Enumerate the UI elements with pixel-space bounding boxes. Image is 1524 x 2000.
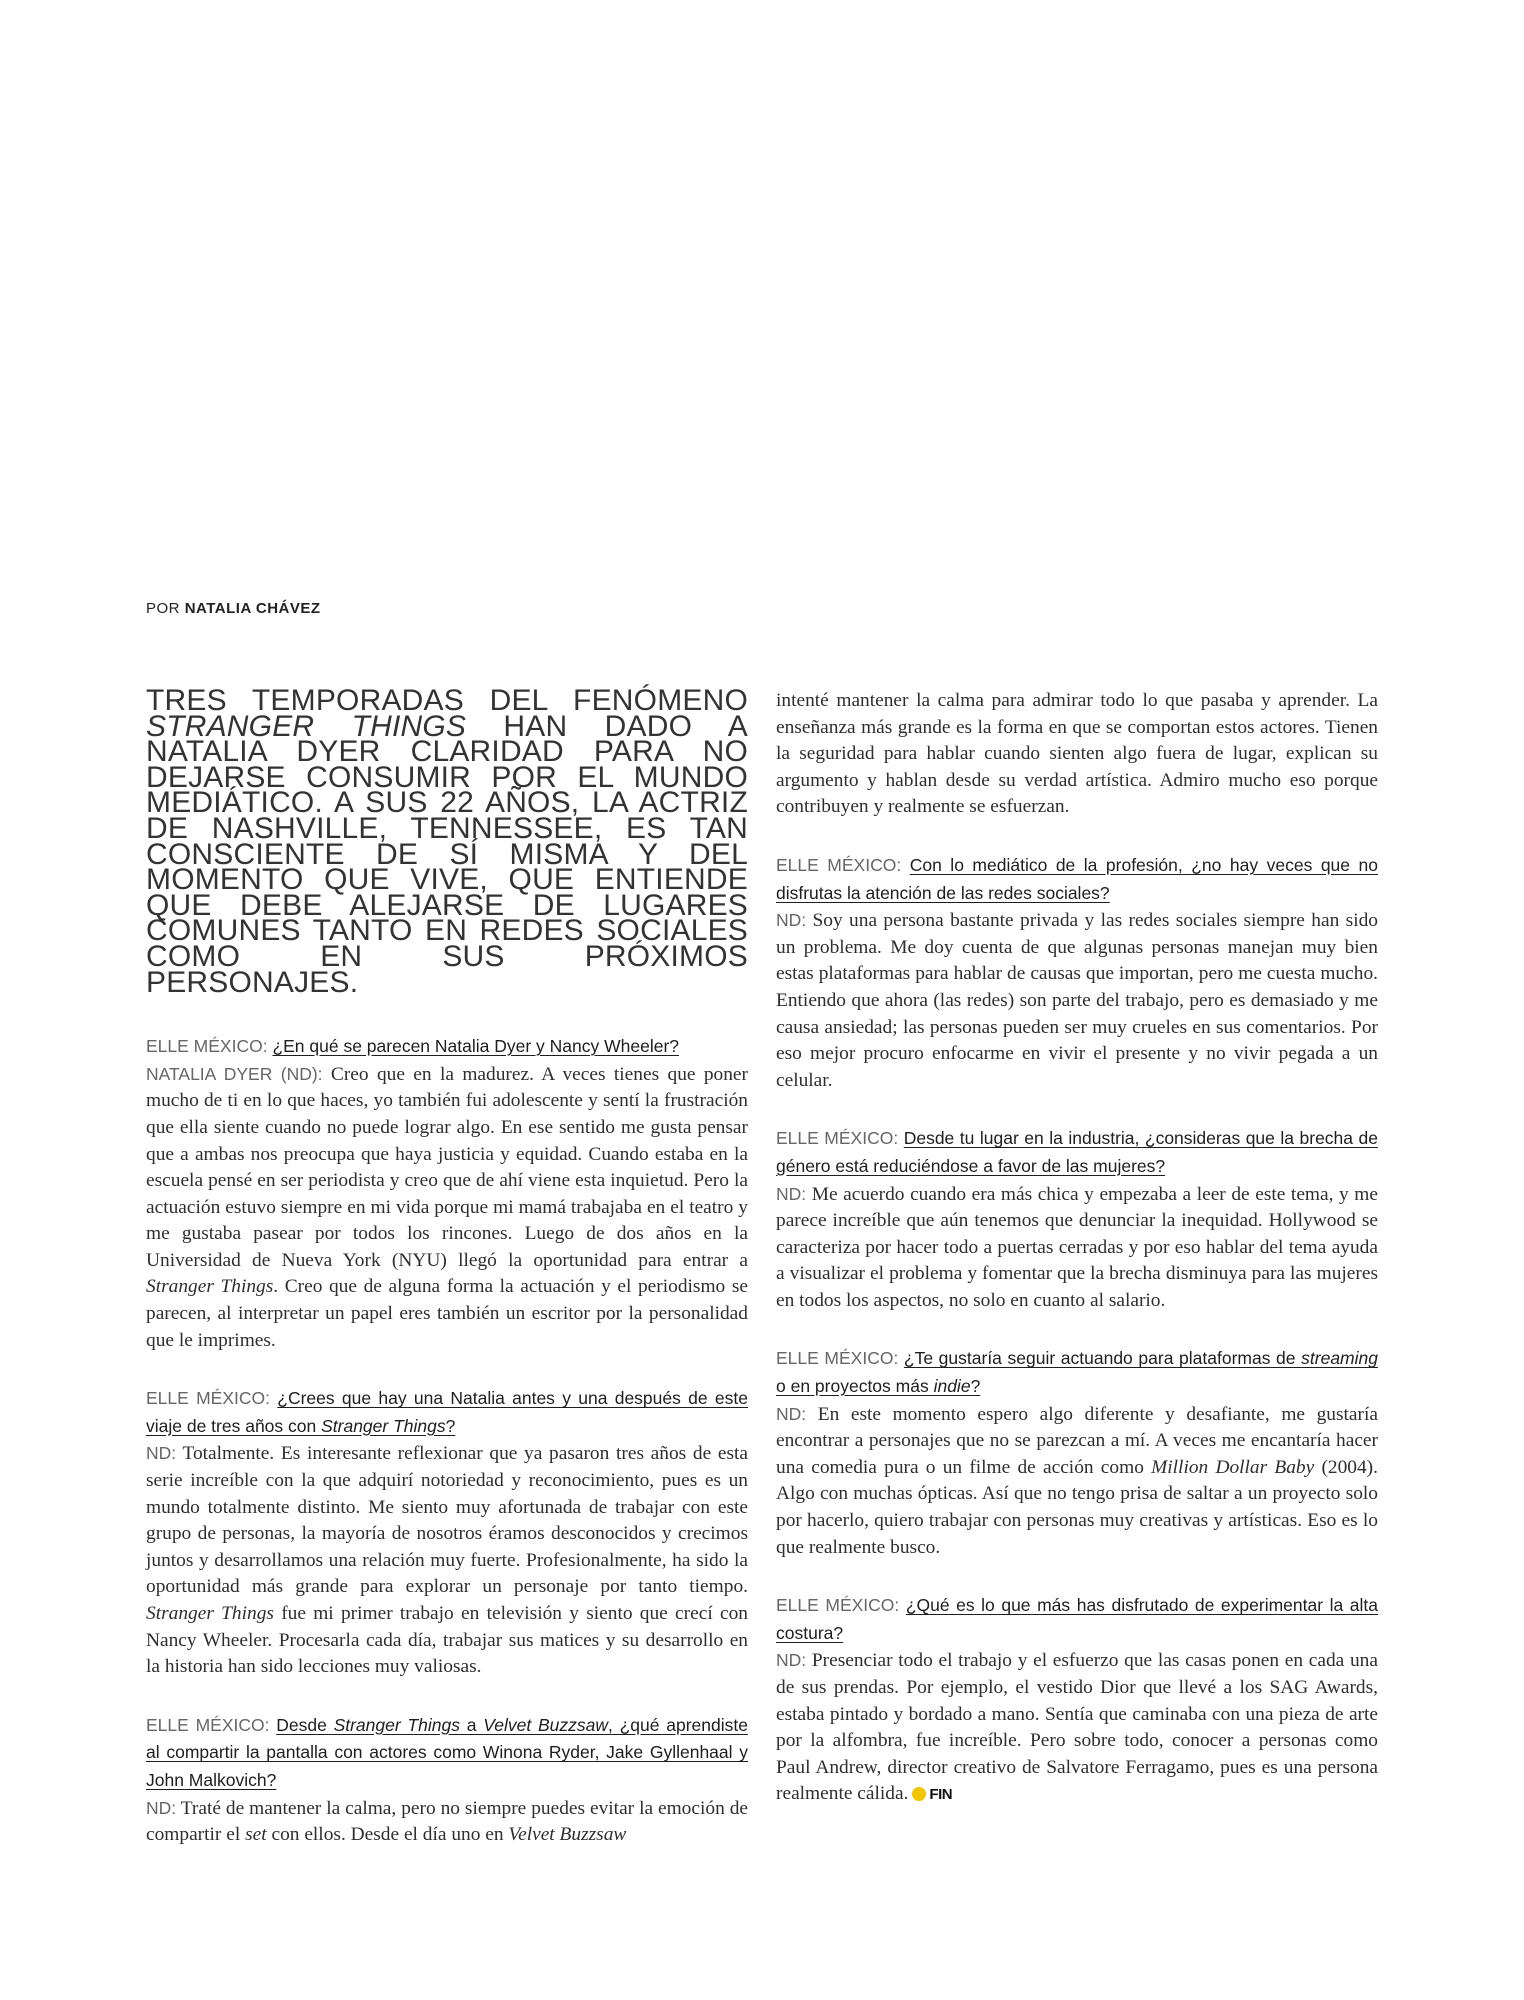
answer-part: En este momento espero algo diferente y desafiante, me gustaría encontrar a personajes que no se parezcan a mí. A veces me encantaría hacer una comedia pura o un filme de acción como	[776, 1403, 1378, 1478]
question-line	[146, 1712, 748, 1795]
interviewee-label: ND:	[776, 910, 807, 931]
question-part: a	[459, 1714, 484, 1735]
end-mark	[912, 1782, 952, 1809]
question-title: Velvet Buzzsaw	[483, 1714, 608, 1735]
interviewer-label: ELLE MÉXICO:	[146, 1388, 270, 1409]
question-line	[146, 1385, 748, 1440]
lead-show-title: STRANGER THINGS	[146, 709, 467, 743]
interviewer-label: ELLE MÉXICO:	[776, 854, 902, 875]
question-part: ?	[970, 1376, 981, 1397]
answer-part: Soy una persona bastante privada y las redes sociales siempre han sido un problema. Me doy cuenta de que algunas personas manejan muy bien estas plataformas para hablar de causas que importan, pero me cuesta mucho. Entiendo que ahora (las redes) son parte del trabajo, pero es demasiado y me causa ansiedad; las personas pueden ser muy crueles en sus comentarios. Por eso mejor procuro enfocarme en vivir el presente y no vivir pegada a un celular.	[776, 910, 1378, 1091]
interviewee-label: ND:	[146, 1797, 177, 1818]
question-line	[776, 1125, 1378, 1180]
qa-block-1	[146, 1033, 748, 1354]
question-text: ¿En qué se parecen Natalia Dyer y Nancy Wheeler?	[272, 1036, 680, 1057]
answer-text	[146, 1061, 748, 1355]
question-title: Stranger Things	[333, 1714, 460, 1735]
lead-text: TRES TEMPORADAS DEL FENÓMENO	[146, 684, 748, 717]
question-part: ¿Te gustaría seguir actuando para plataformas de	[903, 1348, 1302, 1369]
byline-label: POR	[146, 600, 181, 617]
qa-block-3	[146, 1712, 748, 1849]
sun-icon	[912, 1787, 926, 1801]
answer-text	[776, 907, 1378, 1094]
lead-text-cont: HAN DADO A NATALIA DYER CLARIDAD PARA NO DEJARSE CONSUMIR POR EL MUNDO MEDIÁTICO. A SUS 22 AÑOS, LA ACTRIZ DE NASHVILLE, TENNESSEE, ES TAN CONSCIENTE DE SÍ MISMA Y DEL MOMENTO QUE VIVE, QUE ENTIENDE QUE DEBE ALEJARSE DE LUGARES COMUNES TANTO EN REDES SOCIALES COMO EN SUS PRÓXIMOS PERSONAJES.	[146, 709, 748, 999]
answer-part: . Creo que de alguna forma la actuación y el periodismo se parecen, al interpretar un papel eres también un escritor por la personalidad que le imprimes.	[146, 1276, 748, 1351]
question-title: Stranger Things	[321, 1415, 446, 1436]
qa-block-5	[776, 1125, 1378, 1314]
answer-part: (2004). Algo con muchas ópticas. Así que no tengo prisa de saltar a un proyecto solo por hacerlo, quiero trabajar con personas muy creativas y artísticas. Eso es lo que realmente busco.	[776, 1456, 1378, 1558]
interviewee-label: ND:	[776, 1183, 807, 1204]
left-column	[146, 684, 748, 1880]
interviewer-label: ELLE MÉXICO:	[776, 1128, 899, 1149]
question-line	[776, 852, 1378, 907]
qa-block-7	[776, 1592, 1378, 1808]
question-text: Desde tu lugar en la industria, ¿consideras que la brecha de género está reduciéndose a favor de las mujeres?	[776, 1128, 1378, 1176]
byline	[146, 600, 321, 617]
question-line	[146, 1033, 748, 1061]
interviewer-label: ELLE MÉXICO:	[776, 1348, 899, 1369]
question-part: Desde	[276, 1714, 334, 1735]
interviewee-label: ND:	[776, 1650, 807, 1671]
interviewee-label: NATALIA DYER (ND):	[146, 1063, 323, 1084]
answer-part: Creo que en la madurez. A veces tienes que poner mucho de ti en lo que haces, yo también fui adolescente y sentí la frustración que ella siente cuando no puede lograr algo. En ese sentido me gusta pensar que a ambas nos preocupa que haya justicia y equidad. Cuando estaba en la escuela pensé en ser periodista y creo que de ahí viene esta inquietud. Pero la actuación estuvo siempre en mi vida porque mi mamá trabajaba en el teatro y me gustaba pasear por todos los rincones. Luego de dos años en la Universidad de Nueva York (NYU) llegó la oportunidad para entrar a	[146, 1063, 748, 1271]
qa-block-4	[776, 852, 1378, 1094]
answer-text	[776, 1181, 1378, 1315]
end-mark-label: FIN	[929, 1785, 953, 1803]
question-text: Con lo mediático de la profesión, ¿no hay veces que no disfrutas la atención de las redes sociales?	[776, 854, 1378, 903]
question-line	[776, 1592, 1378, 1647]
interviewee-label: ND:	[146, 1443, 177, 1464]
answer-text	[146, 1795, 748, 1849]
qa-block-2	[146, 1385, 748, 1681]
answer-part: Me acuerdo cuando era más chica y empezaba a leer de este tema, y me parece increíble que aún tenemos que denunciar la inequidad. Hollywood se caracteriza por hacer todo a puertas cerradas y por eso hablar del tema ayuda a visualizar el problema y fomentar que la brecha disminuya para las mujeres en todos los aspectos, no solo en cuanto al salario.	[776, 1183, 1378, 1311]
interviewer-label: ELLE MÉXICO:	[776, 1595, 900, 1616]
interviewer-label: ELLE MÉXICO:	[146, 1036, 268, 1057]
byline-author: NATALIA CHÁVEZ	[184, 600, 321, 617]
answer-title: Stranger Things	[146, 1276, 274, 1298]
answer-title: set	[245, 1824, 267, 1846]
interviewer-label: ELLE MÉXICO:	[146, 1714, 270, 1735]
answer-part: Traté de mantener la calma, pero no siempre puedes evitar la emoción de compartir el	[146, 1797, 748, 1846]
question-line	[776, 1345, 1378, 1400]
question-part: ¿Crees que hay una Natalia antes y una después de este viaje de tres años con	[146, 1388, 748, 1436]
lead-paragraph	[146, 684, 748, 999]
question-part: ?	[445, 1415, 456, 1436]
answer-part: Totalmente. Es interesante reflexionar que ya pasaron tres años de esta serie increíble con la que adquirí notoriedad y reconocimiento, pues es un mundo totalmente distinto. Me siento muy afortunada de trabajar con este grupo de personas, la mayoría de nosotros éramos desconocidos y crecimos juntos y desarrollamos una relación muy fuerte. Profesionalmente, ha sido la oportunidad más grande para explorar un personaje por tanto tiempo.	[146, 1443, 748, 1598]
answer-continuation: intenté mantener la calma para admirar todo lo que pasaba y aprender. La enseñanza más grande es la forma en que se comportan estos actores. Tienen la seguridad para hablar cuando sienten algo fuera de lugar, explican su argumento y hablan desde su verdad artística. Admiro mucho eso porque contribuyen y realmente se esfuerzan.	[776, 690, 1378, 818]
interviewee-label: ND:	[776, 1403, 807, 1424]
answer-title: Stranger Things	[146, 1603, 274, 1624]
question-text: ¿Qué es lo que más has disfrutado de experimentar la alta costura?	[776, 1595, 1378, 1643]
question-term: streaming	[1301, 1348, 1378, 1369]
question-term: indie	[933, 1376, 971, 1397]
answer-title: Velvet Buzzsaw	[508, 1824, 627, 1846]
answer-part: Presenciar todo el trabajo y el esfuerzo que las casas ponen en cada una de sus prendas. Por ejemplo, el vestido Dior que llevé a los SAG Awards, estaba pintado y bordado a mano. Sentía que caminaba con una pieza de arte por la alfombra, fue increíble. Pero sobre todo, conocer a personas como Paul Andrew, director creativo de Salvatore Ferragamo, pues es una persona realmente cálida.	[776, 1650, 1378, 1805]
question-part: o en proyectos más	[776, 1376, 934, 1397]
qa-block-6	[776, 1345, 1378, 1561]
question-part: , ¿qué aprendiste al compartir la pantalla con actores como Winona Ryder, Jake Gyllenhaal y John Malkovich?	[146, 1714, 748, 1790]
answer-text	[146, 1440, 748, 1680]
answer-title: Million Dollar Baby	[1151, 1456, 1315, 1478]
answer-part: con ellos. Desde el día uno en	[266, 1824, 509, 1846]
answer-part: fue mi primer trabajo en televisión y siento que crecí con Nancy Wheeler. Procesarla cada día, trabajar sus matices y su desarrollo en la historia han sido lecciones muy valiosas.	[146, 1603, 748, 1678]
right-column	[776, 688, 1378, 1839]
answer-text	[776, 1647, 1378, 1808]
answer-text	[776, 1401, 1378, 1562]
